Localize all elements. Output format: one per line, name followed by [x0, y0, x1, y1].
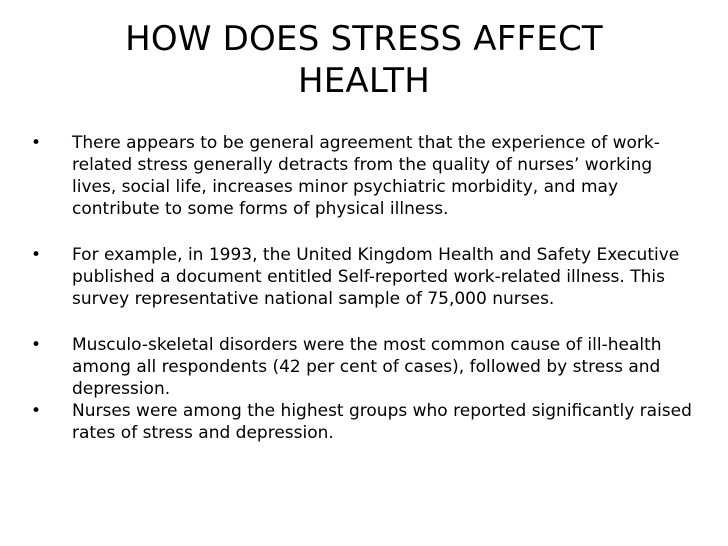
slide-title-line-1: HOW DOES STRESS AFFECT: [125, 19, 603, 59]
bullet-text: Nurses were among the highest groups who reported significantly raised rates of stress and depression.: [72, 401, 692, 443]
bullet-item: [28, 132, 698, 220]
bullet-dot-icon: •: [30, 401, 42, 421]
bullet-dot-icon: •: [30, 245, 42, 265]
slide-title: [0, 18, 728, 102]
bullet-item: [28, 400, 698, 444]
bullet-dot-icon: •: [30, 335, 42, 355]
bullet-item: [28, 334, 698, 400]
bullet-text: There appears to be general agreement that the experience of work-related stress generally detracts from the quality of nurses’ working lives, social life, increases minor psychiatric morbidity, and may contribute to some forms of physical illness.: [72, 133, 660, 219]
bullet-text: Musculo-skeletal disorders were the most common cause of ill-health among all respondents (42 per cent of cases), followed by stress and depression.: [72, 335, 662, 399]
bullet-item: [28, 244, 698, 310]
bullet-list: [28, 132, 698, 444]
slide-title-line-2: HEALTH: [297, 61, 431, 101]
bullet-text: For example, in 1993, the United Kingdom Health and Safety Executive published a document entitled Self-reported work-related illness. This survey representative national sample of 75,000 nurses.: [72, 245, 680, 309]
bullet-dot-icon: •: [30, 133, 42, 153]
